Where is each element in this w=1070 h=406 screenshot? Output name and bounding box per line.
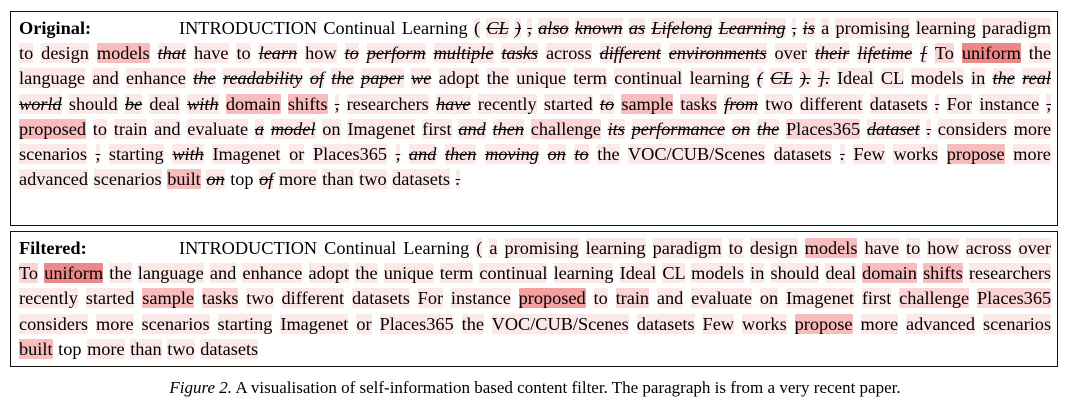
original-token: across (545, 43, 592, 64)
original-token: Lifelong (651, 18, 713, 38)
original-token: ]. (817, 68, 830, 89)
filtered-token: scenarios (983, 313, 1052, 334)
original-token: VOC/CUB/Scenes (627, 144, 766, 165)
original-token: or (289, 144, 305, 165)
original-token: deal (149, 93, 180, 114)
filtered-token: To (19, 263, 39, 284)
original-token: promising (835, 18, 910, 38)
original-token: , (334, 93, 340, 114)
filtered-token: top (58, 338, 82, 359)
original-token: the (756, 118, 780, 139)
filtered-token: instance (450, 288, 511, 309)
filtered-token: uniform (44, 263, 104, 284)
original-token: researchers (346, 93, 429, 114)
original-token: To (934, 43, 954, 64)
filtered-token: datasets (351, 288, 410, 309)
filtered-label: Filtered: (19, 238, 87, 258)
original-token: , (395, 144, 401, 165)
filtered-token: shifts (923, 263, 963, 284)
original-token: works (893, 144, 939, 165)
filtered-token: to (593, 288, 608, 309)
original-token: uniform (961, 43, 1021, 64)
filtered-token: two (246, 288, 274, 309)
original-token: to (344, 43, 359, 64)
filtered-token: in (750, 263, 765, 284)
filtered-token: Imagenet (785, 288, 854, 309)
original-token: the (331, 68, 354, 89)
original-token: environments (668, 43, 767, 64)
original-token: have (193, 43, 229, 64)
original-token: dataset (866, 118, 920, 139)
original-token: to (599, 93, 615, 114)
original-token: with (172, 144, 204, 165)
filtered-token: Places365 (379, 313, 454, 334)
filtered-token: more (87, 338, 125, 359)
filtered-token: datasets (200, 338, 259, 359)
original-token: Learning (718, 18, 786, 38)
original-token: For (946, 93, 973, 114)
original-token: CL (486, 18, 509, 38)
filtered-token: Learning (403, 238, 470, 258)
original-token: , (791, 18, 797, 38)
filtered-token: and (656, 288, 684, 309)
filtered-token: scenarios (141, 313, 210, 334)
original-token: to (19, 43, 34, 64)
original-token: on (731, 118, 751, 139)
filtered-token: ( (476, 238, 483, 258)
original-token: domain (225, 93, 281, 114)
original-token: its (607, 118, 625, 139)
original-token: continual (614, 68, 683, 89)
original-token: propose (946, 144, 1005, 165)
original-token: scenarios (19, 144, 88, 165)
original-token: Few (853, 144, 885, 165)
original-token: considers (937, 118, 1007, 139)
original-token: paradigm (982, 18, 1052, 38)
filtered-token: across (965, 238, 1012, 258)
original-token: learning (689, 68, 750, 89)
original-token: their (814, 43, 850, 64)
original-token: world (19, 93, 62, 114)
filtered-token: should (770, 263, 820, 284)
filtered-token: a (489, 238, 498, 258)
original-token: language (19, 68, 85, 89)
filtered-token: learning (585, 238, 646, 258)
filtered-token: on (759, 288, 779, 309)
filtered-token: adopt (308, 263, 350, 284)
original-token: a (821, 18, 830, 38)
original-token: learn (258, 43, 298, 64)
filtered-token: over (1018, 238, 1051, 258)
original-token: multiple (433, 43, 494, 64)
filtered-token: unique (383, 263, 434, 284)
filtered-token: than (130, 338, 162, 359)
filtered-token: term (439, 263, 474, 284)
filtered-token: Places365 (976, 288, 1052, 309)
original-token: to (92, 118, 108, 139)
original-token: how (305, 43, 337, 64)
original-token: and (92, 68, 119, 89)
filtered-token: VOC/CUB/Scenes (491, 313, 629, 334)
filtered-token: Continual (324, 238, 397, 258)
original-token: . (926, 118, 932, 139)
filtered-token: Ideal (619, 263, 657, 284)
filtered-token: train (615, 288, 650, 309)
original-token: instance (979, 93, 1040, 114)
original-token: starting (108, 144, 164, 165)
original-token: CL (880, 68, 904, 89)
original-token: the (1028, 43, 1052, 64)
original-token: tasks (501, 43, 538, 64)
original-token: evaluate (187, 118, 249, 139)
original-token: models (910, 68, 964, 89)
original-token: of (309, 68, 325, 89)
filtered-token: deal (825, 263, 856, 284)
original-token: sample (621, 93, 674, 114)
original-token: be (124, 93, 143, 114)
filtered-token: design (749, 238, 798, 258)
original-token: ( (473, 18, 481, 38)
original-token: started (543, 93, 593, 114)
filtered-token: proposed (518, 288, 586, 309)
original-token: to (236, 43, 251, 64)
caption-figure-number: Figure 2. (169, 378, 232, 397)
filtered-token: to (728, 238, 743, 258)
original-token: [ (920, 43, 928, 64)
filtered-token: advanced (906, 313, 976, 334)
original-token: learning (915, 18, 976, 38)
original-token: should (68, 93, 118, 114)
original-token: . (934, 93, 940, 114)
filtered-token: two (167, 338, 195, 359)
caption-text: A visualisation of self-information based content filter. The paragraph is from a very recent paper. (235, 378, 901, 397)
original-token: train (113, 118, 148, 139)
filtered-token: first (861, 288, 892, 309)
original-token: . (840, 144, 845, 165)
filtered-token: paradigm (652, 238, 722, 258)
original-token: Continual (323, 18, 396, 38)
original-token: and (458, 118, 486, 139)
original-token: from (724, 93, 759, 114)
original-token: INTRODUCTION (179, 18, 318, 38)
original-token: the (992, 68, 1015, 89)
original-token: Learning (401, 18, 468, 38)
original-token: enhance (126, 68, 186, 89)
filtered-token: continual (479, 263, 548, 284)
original-token: , (95, 144, 101, 165)
filtered-token: evaluate (691, 288, 753, 309)
original-token: Ideal (836, 68, 874, 89)
original-panel (10, 11, 1058, 226)
filtered-token: recently (19, 288, 78, 309)
original-token: the (486, 68, 509, 89)
original-token: have (436, 93, 471, 114)
original-token: Imagenet (347, 118, 416, 139)
original-token: the (597, 144, 620, 165)
filtered-token: models (691, 263, 744, 284)
original-token: than (322, 169, 354, 190)
original-token: advanced (19, 169, 89, 190)
original-token: then (444, 144, 477, 165)
original-token: to (574, 144, 589, 165)
original-token: two (359, 169, 387, 190)
filtered-token: CL (662, 263, 686, 284)
original-token: Places365 (312, 144, 388, 165)
filtered-token: the (461, 313, 484, 334)
original-token: readability (222, 68, 303, 89)
filtered-token: or (356, 313, 372, 334)
original-token: paper (361, 68, 404, 89)
filtered-token: more (96, 313, 134, 334)
original-token: first (422, 118, 452, 139)
filtered-token: have (864, 238, 899, 258)
filtered-token: tasks (201, 288, 239, 309)
original-token: design (41, 43, 89, 64)
filtered-token: language (137, 263, 204, 284)
original-token: more (278, 169, 317, 190)
original-token: performance (631, 118, 726, 139)
original-token: adopt (438, 68, 480, 89)
original-token: ( (756, 68, 763, 89)
filtered-token: considers (19, 313, 89, 334)
filtered-token: different (281, 288, 345, 309)
original-token: we (411, 68, 432, 89)
filtered-token: sample (142, 288, 195, 309)
filtered-token: promising (504, 238, 579, 258)
filtered-token: Few (702, 313, 735, 334)
original-token: , (527, 18, 532, 38)
original-token: known (574, 18, 623, 38)
original-token: with (187, 93, 219, 114)
original-token: Places365 (785, 118, 861, 139)
original-token: proposed (19, 118, 87, 139)
original-token: on (206, 169, 225, 190)
filtered-token: enhance (242, 263, 303, 284)
original-token: perform (366, 43, 426, 64)
original-token: as (628, 18, 646, 38)
filtered-token: propose (794, 313, 853, 334)
original-token: two (765, 93, 793, 114)
original-token: shifts (287, 93, 328, 114)
original-token: datasets (773, 144, 832, 165)
original-token: ) (514, 18, 522, 38)
filtered-token: researchers (968, 263, 1052, 284)
original-token: lifetime (857, 43, 913, 64)
original-token: different (799, 93, 863, 114)
original-token: recently (477, 93, 537, 114)
original-token: term (573, 68, 607, 89)
original-token: also (538, 18, 569, 38)
original-token: , (1046, 93, 1052, 114)
filtered-token: works (742, 313, 787, 334)
original-token: over (774, 43, 808, 64)
original-token: top (230, 169, 254, 190)
original-token: that (157, 43, 187, 64)
filtered-token: to (906, 238, 921, 258)
filtered-token: For (417, 288, 444, 309)
original-token: real (1022, 68, 1052, 89)
filtered-token: Imagenet (280, 313, 349, 334)
original-token: . (455, 169, 461, 190)
original-token: on (547, 144, 566, 165)
original-token: the (193, 68, 216, 89)
original-paragraph (19, 18, 1051, 189)
original-token: Imagenet (212, 144, 281, 165)
original-token: scenarios (93, 169, 162, 190)
filtered-token: built (19, 338, 53, 359)
original-token: model (270, 118, 316, 139)
filtered-token: starting (217, 313, 273, 334)
original-token: CL (770, 68, 793, 89)
original-token: then (492, 118, 524, 139)
original-token: tasks (680, 93, 717, 114)
original-token: on (322, 118, 341, 139)
original-token: built (167, 169, 201, 190)
original-token: unique (516, 68, 567, 89)
filtered-token: datasets (636, 313, 695, 334)
filtered-token: challenge (899, 288, 970, 309)
original-token: different (599, 43, 661, 64)
original-token: ). (799, 68, 811, 89)
filtered-token: domain (862, 263, 917, 284)
filtered-token: the (109, 263, 132, 284)
original-token: is (802, 18, 815, 38)
original-token: and (154, 118, 181, 139)
original-token: a (254, 118, 265, 139)
original-token: models (96, 43, 150, 64)
original-token: in (971, 68, 986, 89)
figure-caption (0, 378, 1070, 398)
filtered-token: how (927, 238, 959, 258)
filtered-token: started (85, 288, 135, 309)
original-label: Original: (19, 18, 92, 38)
filtered-panel (10, 231, 1058, 367)
filtered-token: and (209, 263, 237, 284)
filtered-token: the (355, 263, 378, 284)
original-token: and (408, 144, 437, 165)
original-token: challenge (530, 118, 601, 139)
original-token: datasets (869, 93, 928, 114)
filtered-token: more (860, 313, 899, 334)
filtered-token: learning (553, 263, 614, 284)
original-token: more (1013, 118, 1052, 139)
filtered-token: models (804, 238, 858, 258)
filtered-token: INTRODUCTION (179, 238, 318, 258)
original-token: of (259, 169, 274, 190)
original-token: moving (485, 144, 539, 165)
original-token: datasets (392, 169, 451, 190)
original-token: more (1013, 144, 1051, 165)
